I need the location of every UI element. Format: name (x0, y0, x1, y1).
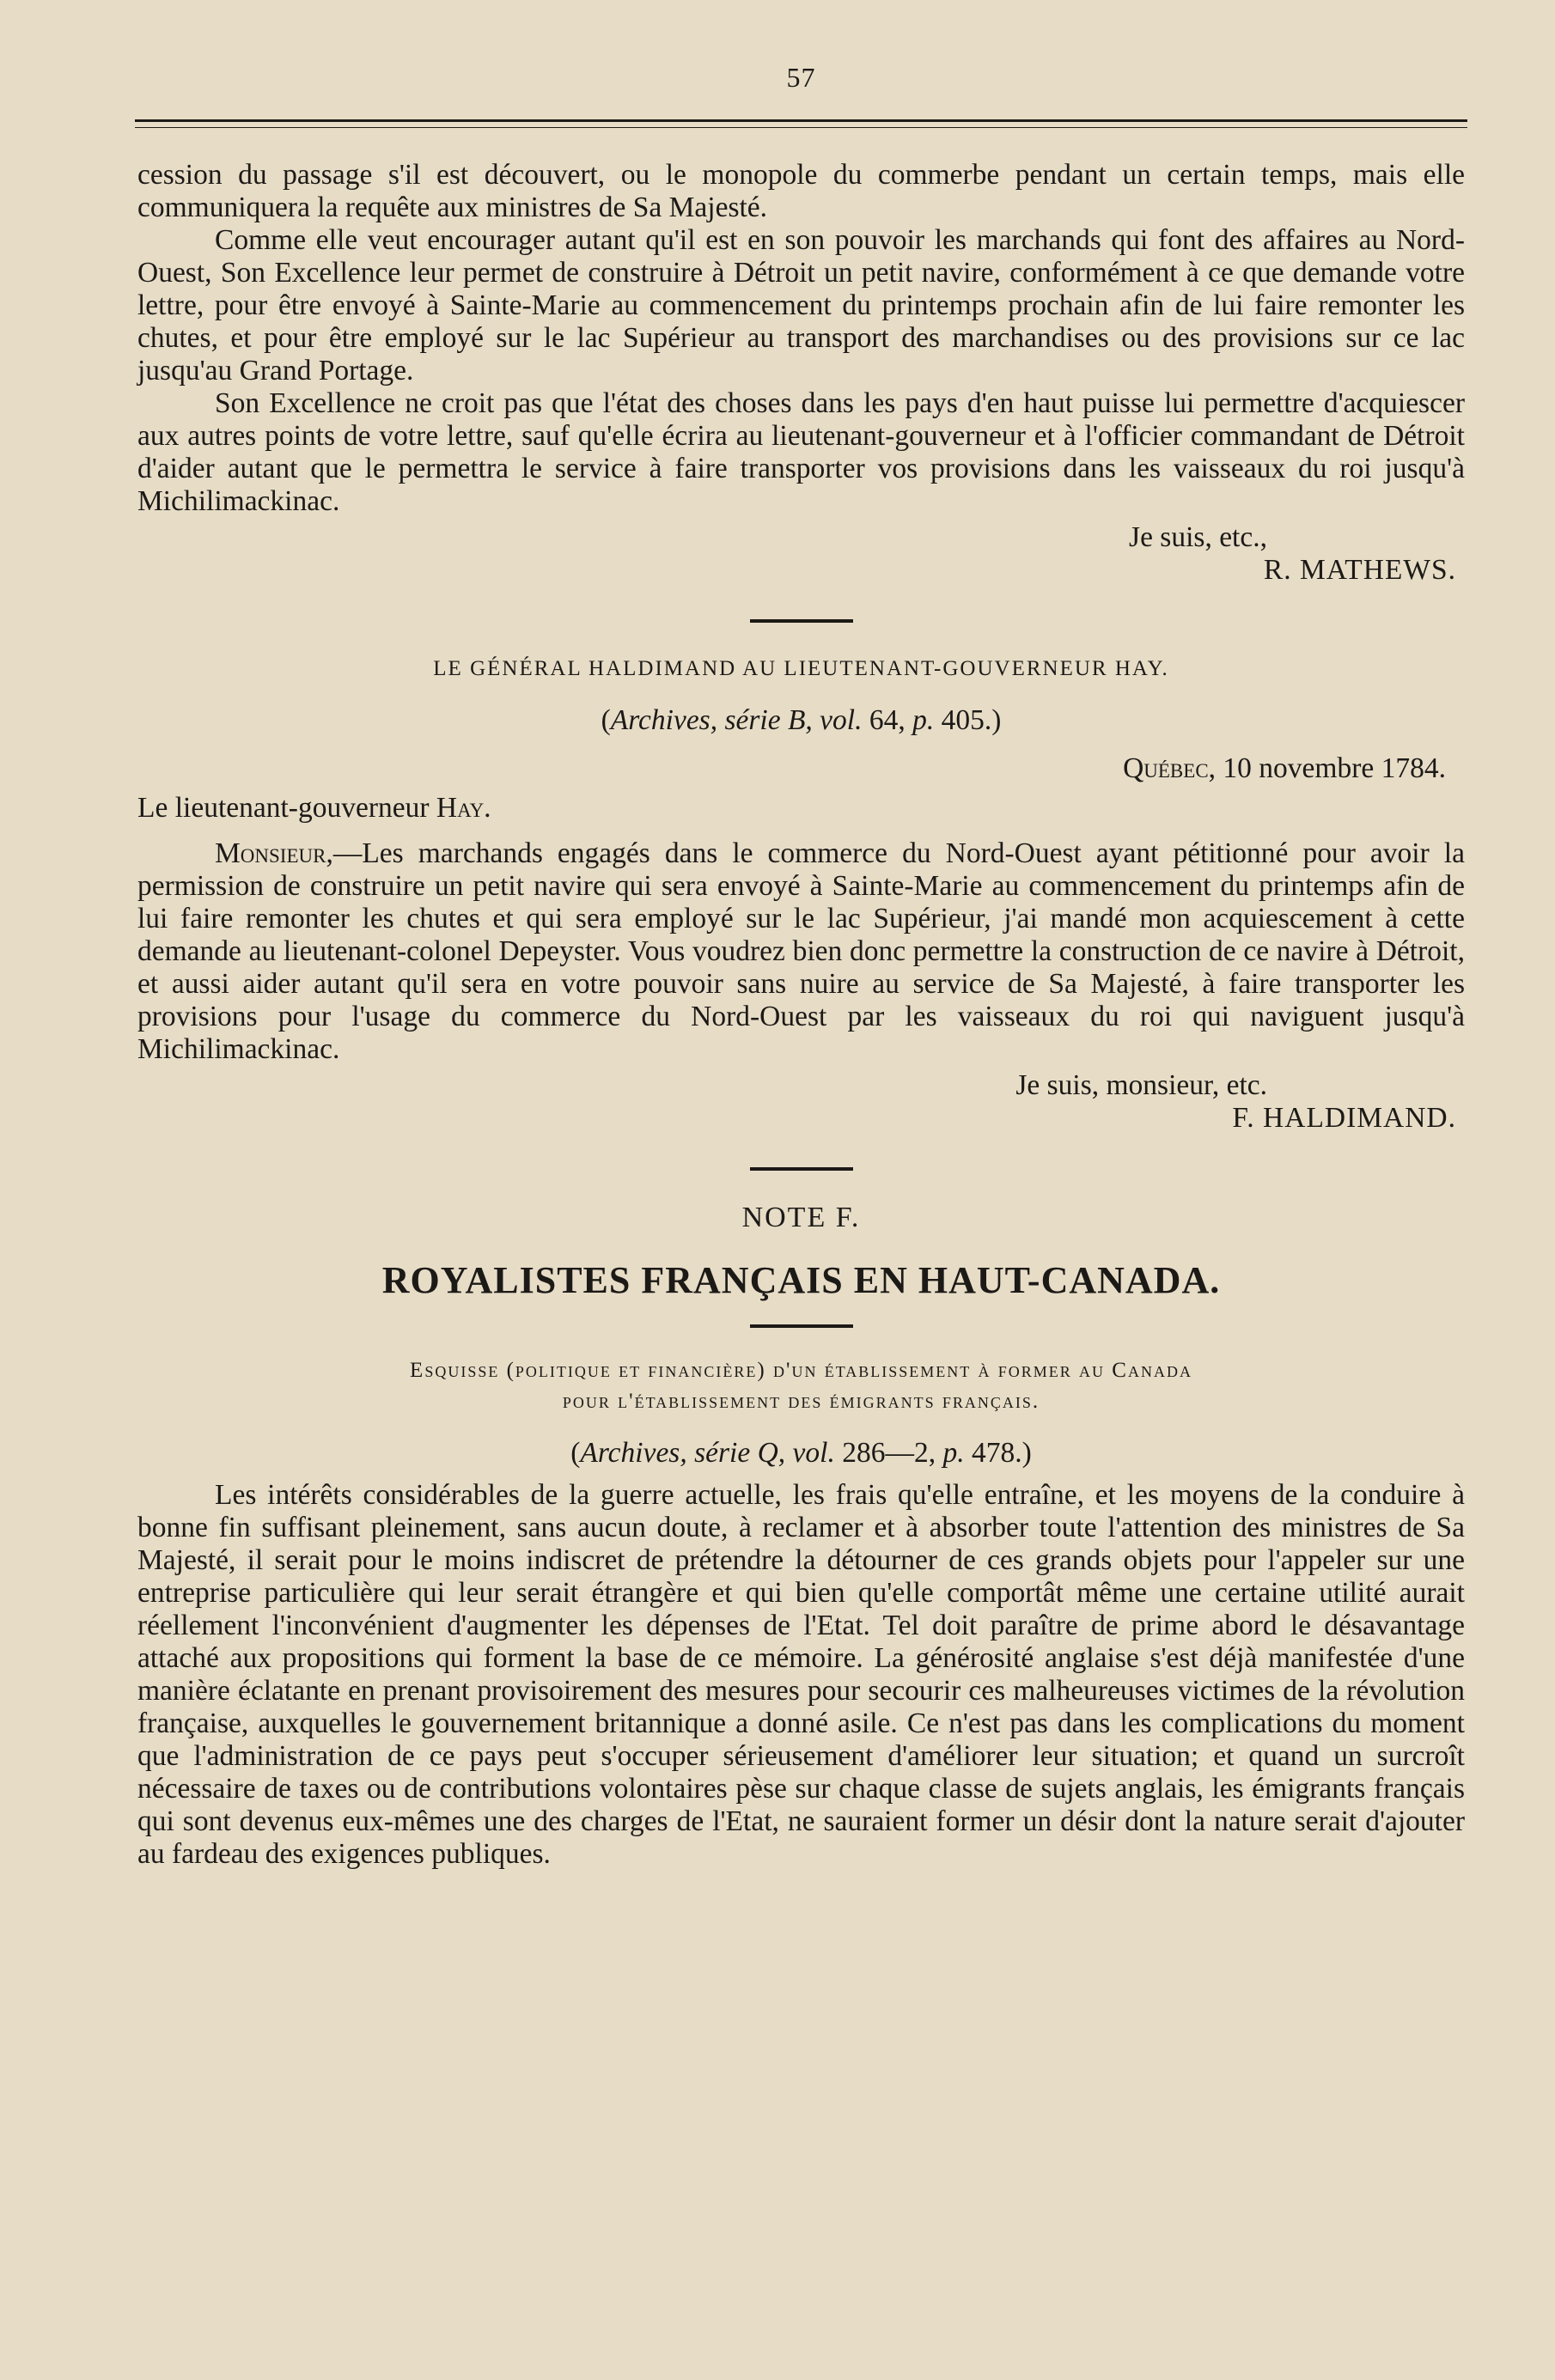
archive-reference-1: (Archives, série B, vol. 64, p. 405.) (601, 704, 1002, 736)
intro-paragraph-2: Comme elle veut encourager autant qu'il est en son pouvoir les marchands qui font des affaires au Nord-Ouest, Son Excellence leur permet de construire à Détroit un petit navire, conformément à ce que demande votre lettre, pour être envoyé à Sainte-Marie au commencement du printemps prochain afin de lui faire remonter les chutes, et pour être employé sur le lac Supérieur au transport des marchandises ou des provisions sur ce lac jusqu'au Grand Portage. (137, 224, 1465, 387)
section-divider-2 (750, 1167, 853, 1171)
document-page (137, 52, 1465, 2353)
addressee: Le lieutenant-gouverneur Hay. (137, 792, 491, 824)
note-heading-line-2: pour l'établissement des émigrants français. (562, 1390, 1040, 1413)
header-rule (135, 119, 1467, 128)
signature-closing-1: Je suis, etc., (1129, 521, 1267, 553)
page-number: 57 (786, 62, 816, 93)
archive-reference-2: (Archives, série Q, vol. 286—2, p. 478.) (570, 1437, 1032, 1469)
letter-body: Monsieur,—Les marchands engagés dans le commerce du Nord-Ouest ayant pétitionné pour avoir la permission de construire un petit navire qui sera envoyé à Sainte-Marie au commencement du printemps afin de lui faire remonter les chutes et qui sera employé sur le lac Supérieur, j'ai mandé mon acquiescement à cette demande au lieutenant-colonel Depeyster. Vous voudrez bien donc permettre la construction de ce navire à Détroit, et aussi aider autant qu'il sera en votre pouvoir sans nuire au service de Sa Majesté, à faire transporter les provisions pour l'usage du commerce du Nord-Ouest par les vaisseaux du roi qui naviguent jusqu'à Michilimackinac. (137, 837, 1465, 1065)
salutation: Monsieur, (215, 837, 333, 869)
signature-name-2: F. HALDIMAND. (1232, 1102, 1456, 1134)
dateline: Québec, 10 novembre 1784. (1123, 752, 1446, 784)
letter-haldimand (137, 654, 1465, 1135)
note-body: Les intérêts considérables de la guerre actuelle, les frais qu'elle entraîne, et les moyens de la conduire à bonne fin suffisant pleinement, sans aucun doute, à reclamer et à absorber toute l'attention des ministres de Sa Majesté, il serait pour le moins indiscret de prétendre la détourner de ces grands objets pour l'appeler sur une entreprise particulière qui leur serait étrangère et qui bien qu'elle comportât même une certaine utilité aurait réellement l'inconvénient d'augmenter les dépenses de l'Etat. Tel doit paraître de prime abord le désavantage attaché aux propositions qui forment la base de ce mémoire. La générosité anglaise s'est déjà manifestée d'une manière éclatante en prenant provisoirement des mesures pour secourir ces malheureuses victimes de la révolution française, auxquelles le gouvernement britannique a donné asile. Ce n'est pas dans les complications du moment que l'administration de ce pays peut s'occuper sérieusement d'améliorer leur situation; et quand un surcroît nécessaire de taxes ou de contributions volontaires pèse sur chaque classe de sujets anglais, les émigrants français qui sont devenus eux-mêmes une des charges de l'Etat, ne sauraient former un désir dont la nature serait d'ajouter au fardeau des exigences publiques. (137, 1479, 1465, 1870)
note-label: NOTE F. (741, 1202, 861, 1233)
intro-paragraph-1: cession du passage s'il est découvert, ou le monopole du commerbe pendant un certain temps, mais elle communiquera la requête aux ministres de Sa Majesté. (137, 159, 1465, 223)
signature-name-1: R. MATHEWS. (1263, 554, 1456, 586)
note-title: ROYALISTES FRANÇAIS EN HAUT-CANADA. (381, 1259, 1221, 1301)
intro-paragraph-3: Son Excellence ne croit pas que l'état des choses dans les pays d'en haut puisse lui permettre d'acquiescer aux autres points de votre lettre, sauf qu'elle écrira au lieutenant-gouverneur et à l'officier commandant de Détroit d'aider autant que le permettra le service à faire transporter vos provisions dans les vaisseaux du roi jusqu'à Michilimackinac. (137, 387, 1465, 517)
letter-continuation (137, 159, 1465, 587)
note-heading-line-1: Esquisse (politique et financière) d'un établissement à former au Canada (410, 1359, 1192, 1382)
letter-heading: LE GÉNÉRAL HALDIMAND AU LIEUTENANT-GOUVERNEUR HAY. (433, 657, 1169, 680)
signature-closing-2: Je suis, monsieur, etc. (1015, 1069, 1267, 1101)
note-f (137, 1202, 1465, 1871)
section-divider-1 (750, 619, 853, 623)
section-divider-3 (750, 1324, 853, 1328)
